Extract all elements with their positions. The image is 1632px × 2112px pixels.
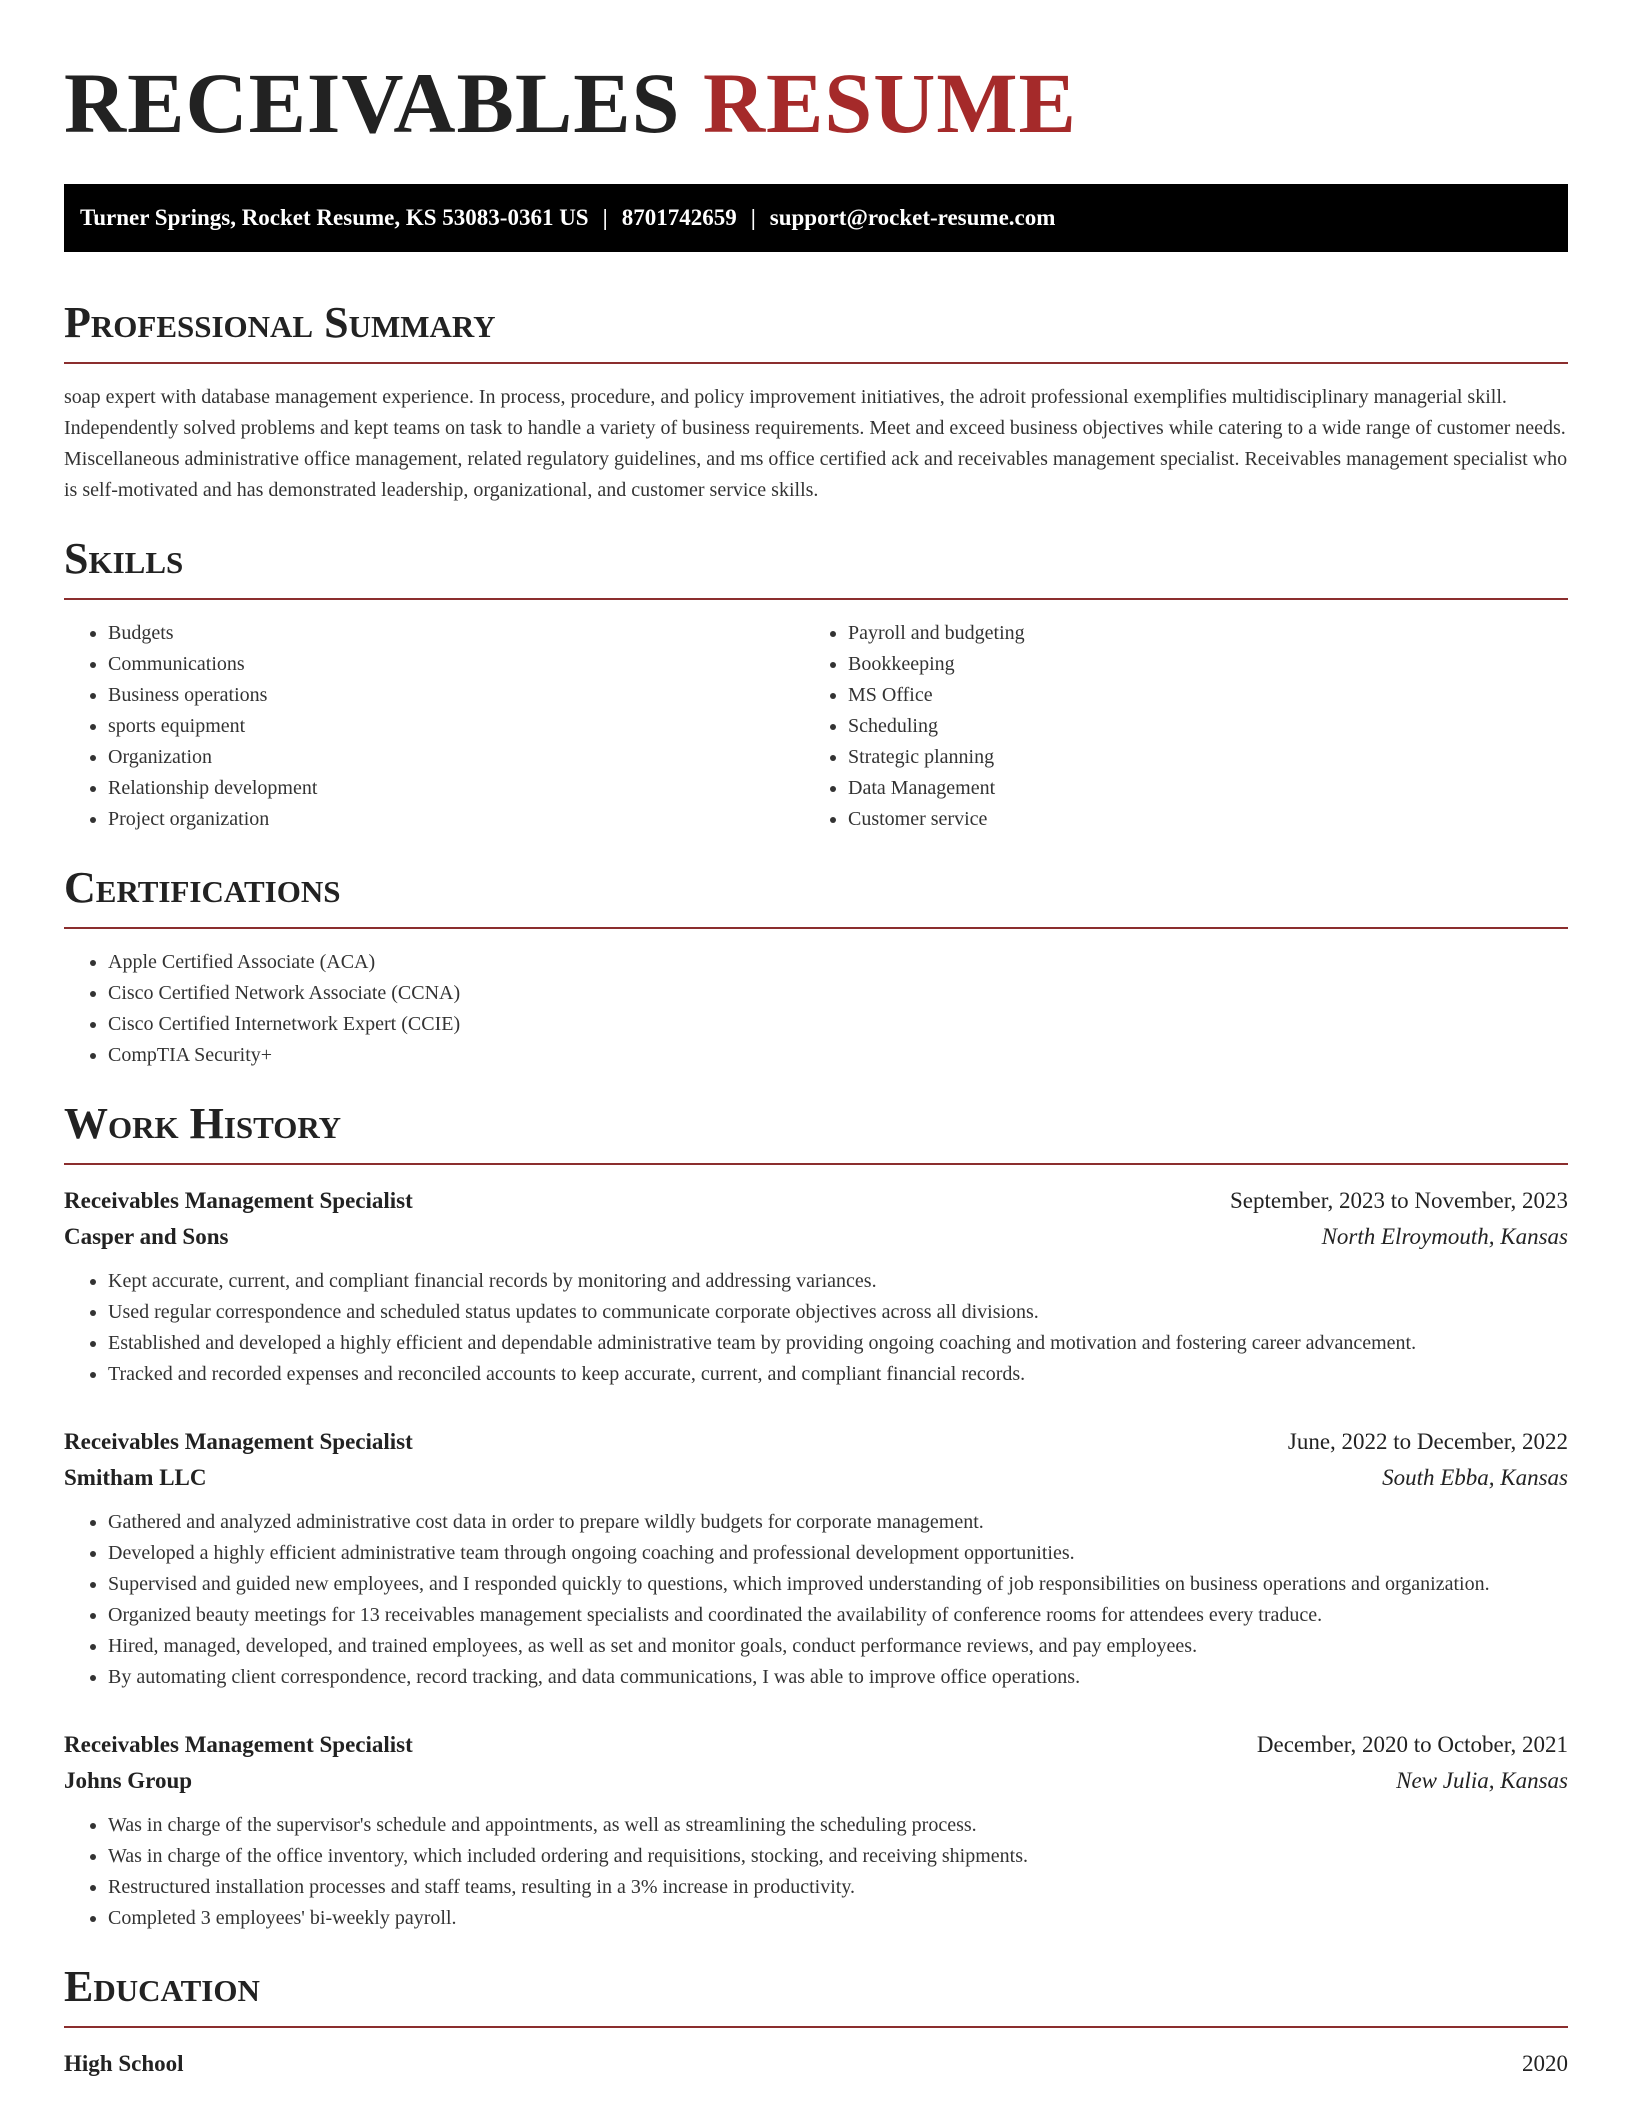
certifications-section: [64, 863, 1568, 1071]
contact-separator: |: [750, 205, 756, 230]
job-title: Receivables Management Specialist: [64, 1732, 413, 1757]
skill-item: • Communications: [108, 649, 804, 680]
job-bullet: • By automating client correspondence, record tracking, and data communications, I was able to improve office operations.: [108, 1662, 1568, 1693]
job-company-row: [64, 1460, 1568, 1496]
skill-item: • Project organization: [108, 804, 804, 835]
work-history-heading: Work History: [64, 1099, 342, 1148]
certifications-list: [64, 947, 1568, 1071]
job-location: South Ebba, Kansas: [1382, 1465, 1568, 1490]
certification-item: • CompTIA Security+: [108, 1040, 1568, 1071]
job-bullet: • Hired, managed, developed, and trained employees, as well as set and monitor goals, conduct performance reviews, and pay employees.: [108, 1631, 1568, 1662]
skill-item: • Budgets: [108, 618, 804, 649]
skill-item: • Organization: [108, 742, 804, 773]
summary-text: soap expert with database management experience. In process, procedure, and policy improvement initiatives, the adroit professional exemplifies multidisciplinary managerial skill. Independently solved problems and kept teams on task to handle a variety of business requirements. Meet and exceed business objectives while catering to a wide range of customer needs. Miscellaneous administrative office management, related regulatory guidelines, and ms office certified ack and receivables management specialist. Receivables management specialist who is self-motivated and has demonstrated leadership, organizational, and customer service skills.: [64, 386, 1568, 501]
summary-heading: Professional Summary: [64, 298, 496, 347]
certification-item: • Cisco Certified Internetwork Expert (CCIE): [108, 1009, 1568, 1040]
skill-item: • Scheduling: [848, 711, 1544, 742]
skill-item: • Relationship development: [108, 773, 804, 804]
section-divider: [64, 362, 1568, 364]
job-location: New Julia, Kansas: [1396, 1768, 1568, 1793]
skills-list-right: [804, 618, 1544, 835]
job-bullet: • Tracked and recorded expenses and reconciled accounts to keep accurate, current, and compliant financial records.: [108, 1359, 1568, 1390]
job-bullet: • Used regular correspondence and scheduled status updates to communicate corporate objectives across all divisions.: [108, 1297, 1568, 1328]
education-heading: Education: [64, 1962, 260, 2011]
section-divider: [64, 598, 1568, 600]
job-bullet: • Was in charge of the office inventory, which included ordering and requisitions, stocking, and receiving shipments.: [108, 1841, 1568, 1872]
skill-item: • Customer service: [848, 804, 1544, 835]
job-bullet: • Established and developed a highly efficient and dependable administrative team by providing ongoing coaching and motivation and fostering career advancement.: [108, 1328, 1568, 1359]
job-location: North Elroymouth, Kansas: [1321, 1224, 1568, 1249]
work-history-section: [64, 1099, 1568, 1934]
job-entry: [64, 1183, 1568, 1390]
job-company: Casper and Sons: [64, 1224, 229, 1249]
contact-phone: 8701742659: [621, 205, 737, 230]
skill-item: • MS Office: [848, 680, 1544, 711]
skill-item: • Bookkeeping: [848, 649, 1544, 680]
job-bullet: • Developed a highly efficient administrative team through ongoing coaching and professional development opportunities.: [108, 1538, 1568, 1569]
job-dates: December, 2020 to October, 2021: [1256, 1732, 1568, 1757]
skill-item: • Business operations: [108, 680, 804, 711]
job-bullet: • Organized beauty meetings for 13 receivables management specialists and coordinated the availability of conference rooms for attendees every traduce.: [108, 1600, 1568, 1631]
certifications-heading: Certifications: [64, 863, 341, 912]
skills-list-left: [64, 618, 804, 835]
job-entry: [64, 1424, 1568, 1693]
job-entry: [64, 1727, 1568, 1934]
section-divider: [64, 927, 1568, 929]
certification-item: • Apple Certified Associate (ACA): [108, 947, 1568, 978]
title-accent: RESUME: [702, 55, 1077, 151]
section-divider: [64, 1163, 1568, 1165]
job-header-row: [64, 1424, 1568, 1460]
job-bullet: • Gathered and analyzed administrative cost data in order to prepare wildly budgets for corporate management.: [108, 1507, 1568, 1538]
certification-item: • Cisco Certified Network Associate (CCNA): [108, 978, 1568, 1009]
contact-email: support@rocket-resume.com: [769, 205, 1056, 230]
education-entry: [64, 2046, 1568, 2082]
job-company-row: [64, 1219, 1568, 1255]
job-bullets: [64, 1810, 1568, 1934]
contact-separator: |: [602, 205, 608, 230]
job-header-row: [64, 1183, 1568, 1219]
title-main: RECEIVABLES: [64, 55, 681, 151]
skill-item: • sports equipment: [108, 711, 804, 742]
job-bullet: • Restructured installation processes and staff teams, resulting in a 3% increase in productivity.: [108, 1872, 1568, 1903]
job-dates: June, 2022 to December, 2022: [1287, 1429, 1568, 1454]
job-company: Johns Group: [64, 1768, 193, 1793]
job-title: Receivables Management Specialist: [64, 1429, 413, 1454]
education-degree: High School: [64, 2051, 184, 2076]
contact-bar: [64, 184, 1568, 252]
job-bullet: • Supervised and guided new employees, and I responded quickly to questions, which improved understanding of job responsibilities on business operations and organization.: [108, 1569, 1568, 1600]
education-row: [64, 2046, 1568, 2082]
education-year: 2020: [1522, 2051, 1568, 2076]
skill-item: • Strategic planning: [848, 742, 1544, 773]
job-title: Receivables Management Specialist: [64, 1188, 413, 1213]
skill-item: • Payroll and budgeting: [848, 618, 1544, 649]
skills-section: [64, 534, 1568, 835]
resume-title: [64, 0, 1568, 151]
skills-column-right: [804, 618, 1544, 835]
skills-heading: Skills: [64, 534, 184, 583]
skills-column-left: [64, 618, 804, 835]
job-company-row: [64, 1763, 1568, 1799]
job-bullets: [64, 1266, 1568, 1390]
job-bullets: [64, 1507, 1568, 1693]
job-bullet: • Kept accurate, current, and compliant financial records by monitoring and addressing variances.: [108, 1266, 1568, 1297]
job-company: Smitham LLC: [64, 1465, 207, 1490]
resume-page: [64, 0, 1568, 2082]
job-bullet: • Completed 3 employees' bi-weekly payroll.: [108, 1903, 1568, 1934]
summary-section: [64, 298, 1568, 506]
contact-address: Turner Springs, Rocket Resume, KS 53083-0361 US: [80, 205, 589, 230]
skill-item: • Data Management: [848, 773, 1544, 804]
job-dates: September, 2023 to November, 2023: [1230, 1188, 1568, 1213]
section-divider: [64, 2026, 1568, 2028]
skills-grid: [64, 618, 1568, 835]
job-header-row: [64, 1727, 1568, 1763]
job-bullet: • Was in charge of the supervisor's schedule and appointments, as well as streamlining the scheduling process.: [108, 1810, 1568, 1841]
education-section: [64, 1962, 1568, 2082]
